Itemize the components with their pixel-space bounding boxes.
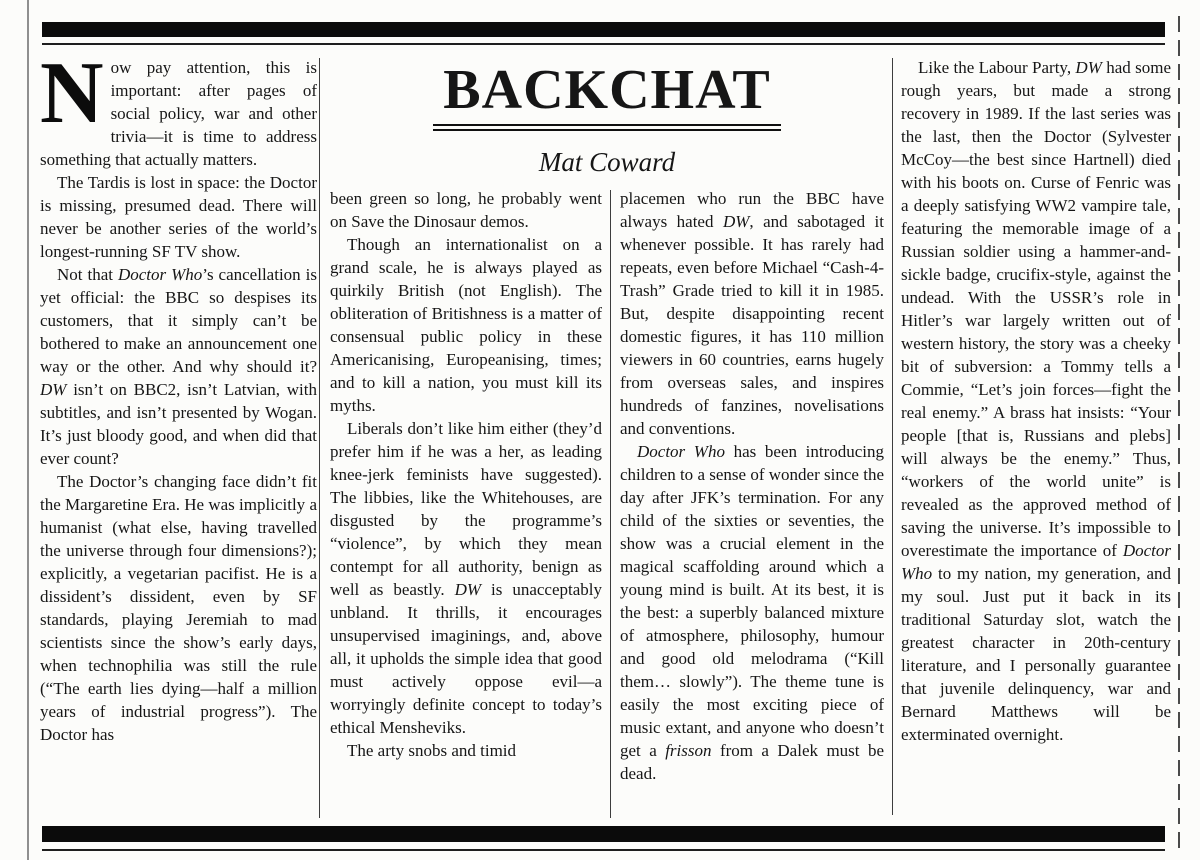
paragraph — [330, 187, 602, 233]
body-text: ow pay attention, this is important: after pages of social policy, war and other trivia—it is time to address something that actually matters. — [40, 58, 317, 169]
italic-text: DW — [40, 380, 67, 399]
page-right-edge-line — [1178, 16, 1180, 854]
article-column-3 — [620, 187, 884, 819]
paragraph — [620, 440, 884, 785]
body-text: placemen who run the BBC have always hated — [620, 189, 884, 231]
italic-text: Doctor Who — [901, 541, 1171, 583]
paragraph — [330, 233, 602, 417]
bottom-black-bar — [42, 826, 1165, 842]
body-text: The Tardis is lost in space: the Doctor is missing, presumed dead. There will never be another series of the world’s longest-running SF TV show. — [40, 173, 317, 261]
article-byline: Mat Coward — [538, 147, 676, 177]
body-text: isn’t on BBC2, isn’t Latvian, with subtitles, and isn’t presented by Wogan. It’s just bloody good, and when did that ever count? — [40, 380, 317, 468]
article-column-2 — [330, 187, 602, 819]
paragraph — [620, 187, 884, 440]
body-text: is unacceptably unbland. It thrills, it encourages unsupervised imaginings, and, above all, it upholds the simple idea that good must actively oppose evil—a worryingly definite concept to today’s ethical Mensheviks. — [330, 580, 602, 737]
top-black-bar — [42, 22, 1165, 37]
body-text: had some rough years, but made a strong recovery in 1989. If the last series was the last, then the Doctor (Sylvester McCoy—the best since Hartnell) died with his boots on. Curse of Fenric was a deeply satisfying WW2 vampire tale, featuring the memorable image of a Russian soldier using a hammer-and-sickle badge, crucifix-style, against the undead. With the USSR’s role in Hitler’s war largely written out of western history, the story was a cheeky bit of subversion: a Tommy tells a Commie, “Let’s join forces—fight the real enemy.” A brass hat insists: “Your people [that is, Russians and plebs] will always be the enemy.” Thus, “workers of the world unite” is revealed as the approved method of saving the universe. It’s impossible to overestimate the importance of — [901, 58, 1171, 560]
paragraph — [330, 417, 602, 739]
body-text: to my nation, my generation, and my soul. Just put it back in its traditional Saturday slot, watch the greatest character in 20th-century literature, and I personally guarantee that juvenile delinquency, war and Bernard Matthews will be exterminated overnight. — [901, 564, 1171, 744]
paragraph — [901, 56, 1171, 746]
italic-text: Doctor Who — [117, 265, 203, 284]
italic-text: Doctor Who — [637, 442, 725, 461]
paragraph — [40, 470, 317, 746]
body-text: been green so long, he probably went on Save the Dinosaur demos. — [330, 189, 602, 231]
paragraph — [40, 263, 317, 470]
paragraph — [40, 56, 317, 171]
body-text: from a Dalek must be dead. — [620, 741, 884, 783]
body-text: The Doctor’s changing face didn’t fit the Margaretine Era. He was implicitly a humanist (what else, having travelled the universe through four dimensions?); explicitly, a vegetarian pacifist. He is a dissident’s dissident, even by SF standards, playing Jeremiah to mad scientists since the show’s early days, when technophilia was still the rule (“The earth lies dying—half a million years of industrial progress”). The Doctor has — [40, 472, 317, 744]
body-text: Like the Labour Party, — [918, 58, 1076, 77]
column-divider-3 — [892, 58, 893, 815]
body-text: Not that — [57, 265, 118, 284]
column-divider-1 — [319, 58, 320, 818]
body-text: Liberals don’t like him either (they’d prefer him if he was a her, as leading knee-jerk feminists have suggested). The libbies, like the Whitehouses, are disgusted by the programme’s “violence”, by which they mean contempt for all authority, benign as well as beastly. — [330, 419, 602, 599]
body-text: , and sabotaged it whenever possible. It has rarely had repeats, even before Michael “Cash-4-Trash” Grade tried to kill it in 1985. But, despite disappointing recent domestic figures, it has 110 million viewers in 60 countries, earns hugely from overseas sales, and inspires hundreds of fanzines, novelisations and conventions. — [620, 212, 884, 438]
paragraph — [40, 171, 317, 263]
body-text: has been introducing children to a sense of wonder since the day after JFK’s termination. For any child of the sixties or seventies, the show was a crucial element in the magical scaffolding around which a young mind is built. At its best, it is the best: a superbly balanced mixture of atmosphere, philosophy, humour and good old melodrama (“Kill them… slowly”). The theme tune is easily the most exciting piece of music extant, and anyone who doesn’t get a — [620, 442, 884, 760]
body-text: ’s cancellation is yet official: the BBC so despises its customers, that it simply can’t be bothered to make an announcement one way or the other. And why should it? — [40, 265, 317, 376]
italic-text: DW — [1075, 58, 1102, 77]
page-left-edge-line — [27, 0, 29, 860]
top-thin-rule — [42, 43, 1165, 45]
article-title-text: BACKCHAT — [433, 62, 780, 131]
article-title — [333, 59, 881, 131]
article-header — [333, 59, 881, 178]
italic-text: DW — [454, 580, 482, 599]
italic-text: frisson — [665, 741, 712, 760]
body-text: The arty snobs and timid — [347, 741, 517, 760]
bottom-thin-rule — [42, 849, 1165, 851]
article-column-4 — [901, 56, 1171, 819]
paragraph — [330, 739, 602, 762]
article-column-1 — [40, 56, 317, 818]
body-text: Though an internationalist on a grand scale, he is always played as quirkily British (not English). The obliteration of Britishness is a matter of consensual public policy in these Americanising, Europeanising, times; and to kill a nation, you must kill its myths. — [330, 235, 602, 415]
drop-cap-letter: N — [40, 56, 104, 142]
italic-text: DW — [722, 212, 750, 231]
column-divider-2 — [610, 190, 611, 818]
